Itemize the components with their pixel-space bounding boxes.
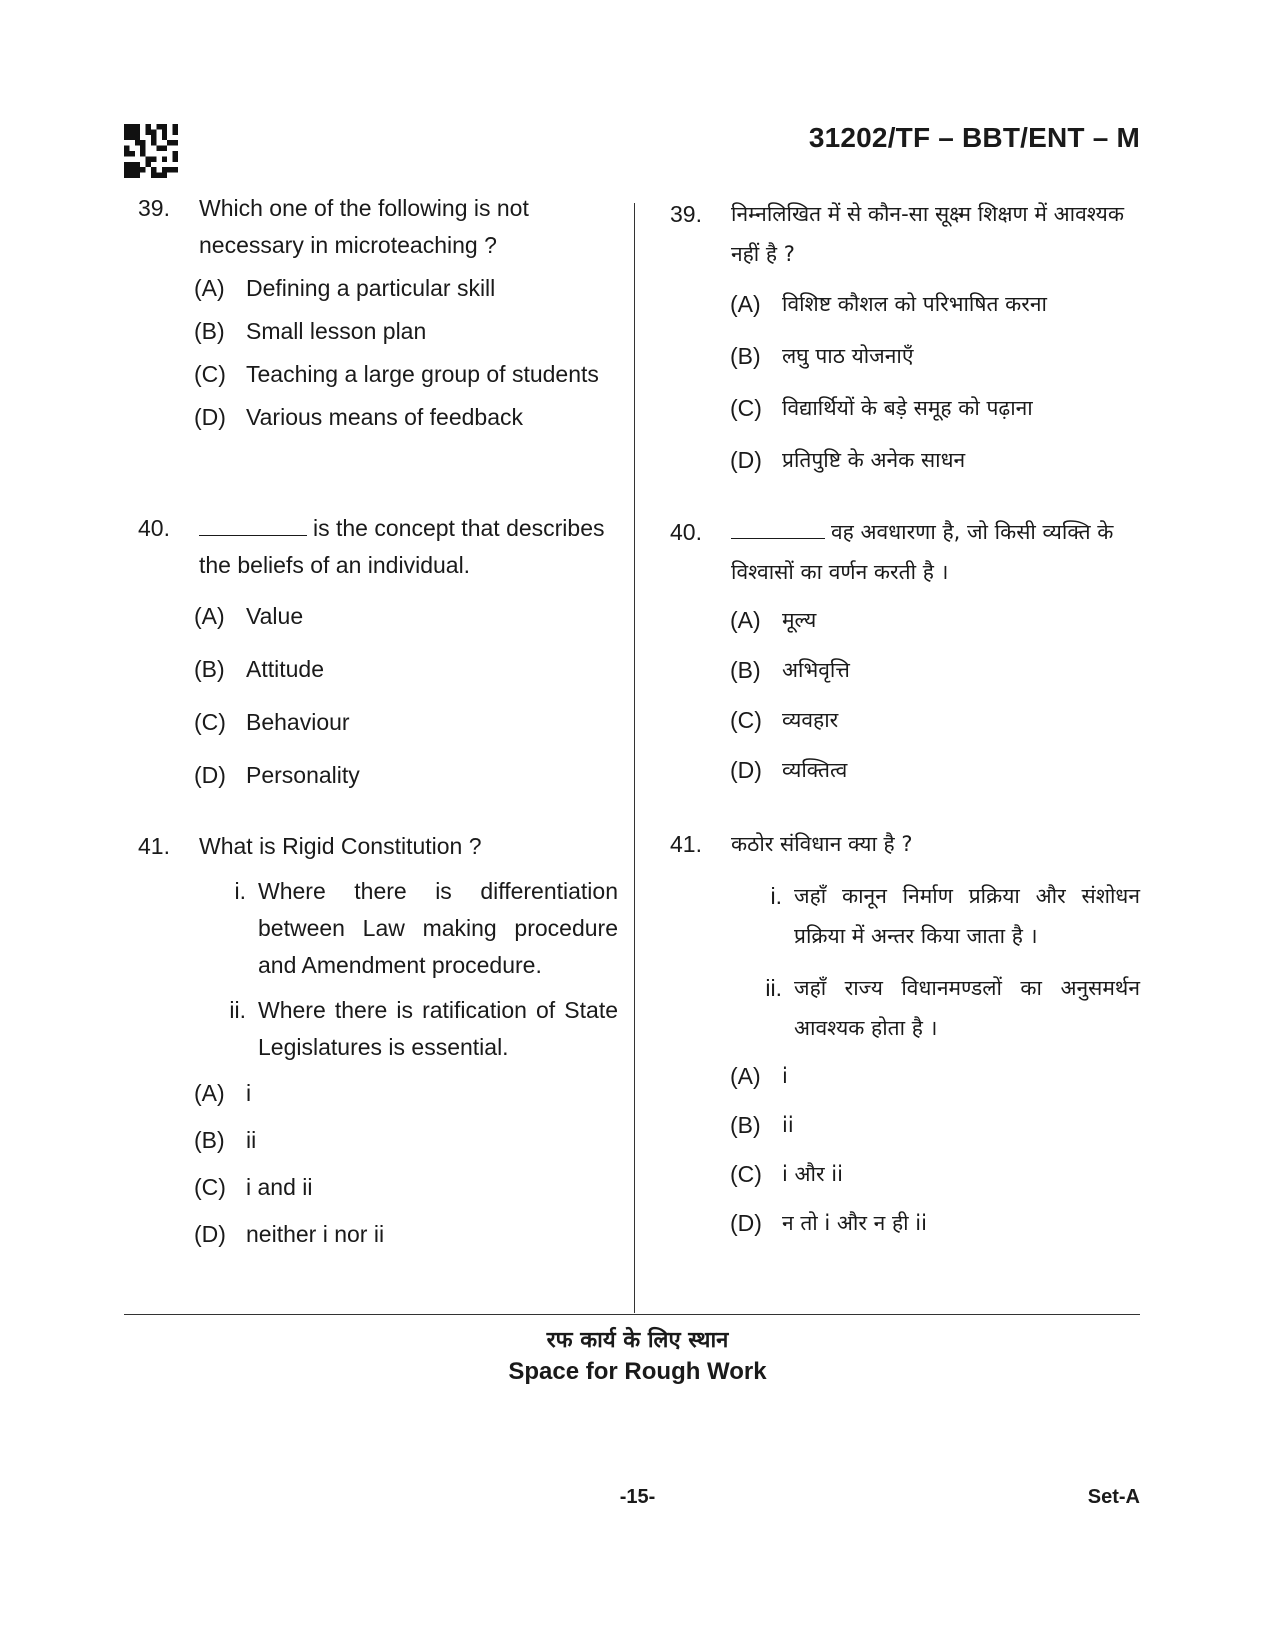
option-c: (C) i and ii: [194, 1174, 313, 1200]
question-40-en: [138, 510, 618, 794]
option-a: (A) मूल्य: [730, 607, 817, 633]
set-label: Set-A: [1087, 1486, 1140, 1508]
option-a: (A) i: [194, 1080, 252, 1106]
question-number: 40.: [670, 519, 702, 545]
question-number: 39.: [670, 201, 702, 227]
footer-divider: [124, 1314, 1140, 1315]
question-40-hi: [670, 512, 1140, 789]
question-text: वह अवधारणा है, जो किसी व्यक्ति के विश्वासों का वर्णन करती है ।: [731, 520, 1114, 584]
question-number: 39.: [138, 195, 170, 221]
option-c: (C) विद्यार्थियों के बड़े समूह को पढ़ाना: [730, 395, 1033, 421]
rough-work-title: Space for Rough Work: [508, 1358, 767, 1385]
option-d: (D) neither i nor ii: [194, 1221, 385, 1247]
question-text: कठोर संविधान क्या है ?: [731, 832, 913, 856]
option-d: (D) व्यक्तित्व: [730, 757, 848, 783]
page-number: -15-: [619, 1486, 656, 1508]
option-c: (C) Behaviour: [194, 709, 350, 735]
option-b: (B) ii: [730, 1112, 794, 1138]
question-41-hi: [670, 824, 1140, 1242]
statement-ii: ii. Where there is ratification of State Legislatures is essential.: [229, 997, 618, 1060]
option-d: (D) Personality: [194, 762, 360, 788]
option-a: (A) i: [730, 1063, 788, 1089]
option-b: (B) Attitude: [194, 656, 324, 682]
option-a: (A) Value: [194, 603, 304, 629]
option-b: (B) ii: [194, 1127, 257, 1153]
question-text: Which one of the following is not necessary in microteaching ?: [199, 195, 529, 258]
question-number: 40.: [138, 515, 170, 541]
option-b: (B) Small lesson plan: [194, 318, 427, 344]
paper-code: 31202/TF – BBT/ENT – M: [808, 122, 1140, 153]
question-text: is the concept that describes the beliefs of an individual.: [199, 515, 605, 578]
option-d: (D) न तो i और न ही ii: [730, 1210, 927, 1236]
question-text: निम्नलिखित में से कौन-सा सूक्ष्म शिक्षण में आवश्यक नहीं है ?: [731, 202, 1124, 266]
column-divider: [634, 203, 635, 1313]
question-39-en: [138, 190, 618, 436]
statement-i: i. Where there is differentiation between Law making procedure and Amendment procedure.: [234, 878, 618, 978]
option-c: (C) Teaching a large group of students: [194, 361, 599, 387]
option-b: (B) लघु पाठ योजनाएँ: [730, 343, 914, 369]
option-b: (B) अभिवृत्ति: [730, 657, 850, 683]
option-d: (D) Various means of feedback: [194, 404, 524, 430]
option-d: (D) प्रतिपुष्टि के अनेक साधन: [730, 447, 966, 473]
qr-code-icon: [124, 124, 178, 178]
statement-i: i. जहाँ कानून निर्माण प्रक्रिया और संशोधन प्रक्रिया में अन्तर किया जाता है ।: [770, 883, 1140, 948]
question-number: 41.: [138, 833, 170, 859]
option-a: (A) Defining a particular skill: [194, 275, 496, 301]
blank-line: [731, 520, 825, 539]
question-text: What is Rigid Constitution ?: [199, 833, 482, 859]
option-a: (A) विशिष्ट कौशल को परिभाषित करना: [730, 291, 1047, 317]
question-39-hi: [670, 194, 1140, 479]
blank-line: [199, 517, 307, 536]
question-number: 41.: [670, 831, 702, 857]
question-41-en: [138, 828, 618, 1253]
statement-ii: ii. जहाँ राज्य विधानमण्डलों का अनुसमर्थन आवश्यक होता है ।: [765, 975, 1140, 1040]
rough-work-title-hindi: रफ कार्य के लिए स्थान: [546, 1328, 729, 1353]
option-c: (C) व्यवहार: [730, 707, 839, 733]
option-c: (C) i और ii: [730, 1161, 843, 1187]
